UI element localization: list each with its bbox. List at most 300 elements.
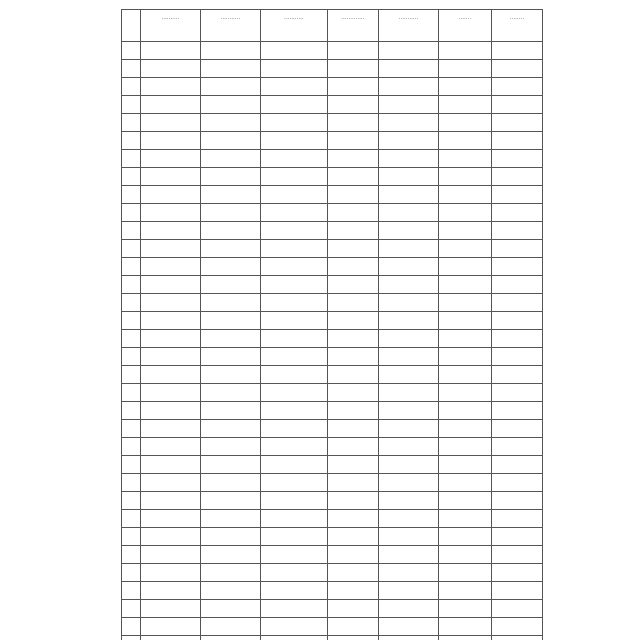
table-cell xyxy=(379,564,439,582)
table-cell xyxy=(201,294,261,312)
table-cell xyxy=(201,258,261,276)
table-cell xyxy=(141,528,201,546)
row-index-cell xyxy=(122,564,141,582)
table-cell xyxy=(439,420,492,438)
table-cell xyxy=(379,60,439,78)
table-cell xyxy=(439,546,492,564)
table-cell xyxy=(328,168,379,186)
table-cell xyxy=(379,114,439,132)
header-label: ............. xyxy=(341,15,364,21)
row-index-cell xyxy=(122,636,141,640)
table-cell xyxy=(439,204,492,222)
table-cell xyxy=(492,96,543,114)
table-cell xyxy=(379,132,439,150)
table-cell xyxy=(261,330,328,348)
table-cell xyxy=(492,258,543,276)
table-row xyxy=(122,330,543,348)
header-cell xyxy=(141,10,201,42)
table-cell xyxy=(141,420,201,438)
row-index-cell xyxy=(122,384,141,402)
table-row xyxy=(122,258,543,276)
table-cell xyxy=(328,204,379,222)
table-cell xyxy=(261,636,328,640)
table-cell xyxy=(328,132,379,150)
table-row xyxy=(122,456,543,474)
table-cell xyxy=(492,546,543,564)
row-index-cell xyxy=(122,96,141,114)
table-cell xyxy=(261,186,328,204)
table-cell xyxy=(261,150,328,168)
table-cell xyxy=(328,330,379,348)
header-cell xyxy=(328,10,379,42)
table-cell xyxy=(379,204,439,222)
table-cell xyxy=(141,366,201,384)
table-cell xyxy=(439,168,492,186)
table-cell xyxy=(439,330,492,348)
table-cell xyxy=(379,456,439,474)
table-cell xyxy=(492,582,543,600)
table-cell xyxy=(439,114,492,132)
table-cell xyxy=(439,618,492,636)
table-cell xyxy=(261,168,328,186)
table-cell xyxy=(492,186,543,204)
table-cell xyxy=(261,204,328,222)
table-cell xyxy=(201,276,261,294)
table-cell xyxy=(328,114,379,132)
table-cell xyxy=(439,348,492,366)
header-label: ........... xyxy=(399,15,419,21)
table-cell xyxy=(439,510,492,528)
table-cell xyxy=(261,546,328,564)
table-cell xyxy=(492,330,543,348)
table-cell xyxy=(439,78,492,96)
row-index-cell xyxy=(122,348,141,366)
table-cell xyxy=(492,60,543,78)
table-row xyxy=(122,384,543,402)
row-index-cell xyxy=(122,132,141,150)
table-cell xyxy=(141,474,201,492)
table-cell xyxy=(201,366,261,384)
table-cell xyxy=(141,636,201,640)
table-cell xyxy=(328,312,379,330)
header-cell xyxy=(492,10,543,42)
table-cell xyxy=(439,528,492,546)
table-cell xyxy=(439,42,492,60)
table-cell xyxy=(492,132,543,150)
table-row xyxy=(122,168,543,186)
table-cell xyxy=(379,600,439,618)
row-index-cell xyxy=(122,456,141,474)
table-cell xyxy=(201,582,261,600)
table-cell xyxy=(492,42,543,60)
table-cell xyxy=(328,420,379,438)
table-cell xyxy=(141,96,201,114)
table-cell xyxy=(379,312,439,330)
table-cell xyxy=(379,186,439,204)
row-index-cell xyxy=(122,330,141,348)
row-index-cell xyxy=(122,60,141,78)
table-cell xyxy=(201,564,261,582)
table-cell xyxy=(492,456,543,474)
table-row xyxy=(122,510,543,528)
row-index-cell xyxy=(122,474,141,492)
row-index-cell xyxy=(122,402,141,420)
table-cell xyxy=(201,600,261,618)
table-cell xyxy=(492,438,543,456)
table-cell xyxy=(379,258,439,276)
table-cell xyxy=(141,60,201,78)
table-cell xyxy=(261,114,328,132)
table-cell xyxy=(328,636,379,640)
table-cell xyxy=(492,168,543,186)
table-row xyxy=(122,42,543,60)
table-cell xyxy=(141,564,201,582)
table-cell xyxy=(141,618,201,636)
table-cell xyxy=(328,60,379,78)
table-cell xyxy=(492,384,543,402)
table-cell xyxy=(261,582,328,600)
table-cell xyxy=(261,60,328,78)
table-cell xyxy=(492,564,543,582)
row-index-cell xyxy=(122,366,141,384)
table-cell xyxy=(492,618,543,636)
table-cell xyxy=(328,186,379,204)
table-row xyxy=(122,294,543,312)
header-label: ........... xyxy=(284,15,304,21)
table-cell xyxy=(141,438,201,456)
table-cell xyxy=(201,438,261,456)
table-cell xyxy=(379,420,439,438)
table-cell xyxy=(379,150,439,168)
table-cell xyxy=(261,258,328,276)
table-cell xyxy=(141,600,201,618)
table-cell xyxy=(439,258,492,276)
table-row xyxy=(122,420,543,438)
table-cell xyxy=(261,312,328,330)
table-cell xyxy=(379,42,439,60)
row-index-cell xyxy=(122,258,141,276)
header-cell xyxy=(122,10,141,42)
row-index-cell xyxy=(122,420,141,438)
table-cell xyxy=(492,204,543,222)
table-cell xyxy=(201,204,261,222)
table-cell xyxy=(328,510,379,528)
row-index-cell xyxy=(122,492,141,510)
table-cell xyxy=(261,276,328,294)
table-cell xyxy=(141,114,201,132)
table-cell xyxy=(141,402,201,420)
header-cell xyxy=(261,10,328,42)
table-cell xyxy=(141,240,201,258)
header-row xyxy=(122,10,543,42)
table-cell xyxy=(201,384,261,402)
table-cell xyxy=(492,78,543,96)
row-index-cell xyxy=(122,150,141,168)
row-index-cell xyxy=(122,276,141,294)
table-cell xyxy=(492,420,543,438)
table-cell xyxy=(328,600,379,618)
table-cell xyxy=(379,546,439,564)
table-cell xyxy=(492,474,543,492)
table-cell xyxy=(379,78,439,96)
table-row xyxy=(122,600,543,618)
table-cell xyxy=(492,114,543,132)
row-index-cell xyxy=(122,600,141,618)
header-cell xyxy=(201,10,261,42)
header-label: ........... xyxy=(221,15,241,21)
table-cell xyxy=(261,474,328,492)
row-index-cell xyxy=(122,438,141,456)
table-cell xyxy=(439,600,492,618)
table-cell xyxy=(492,510,543,528)
row-index-cell xyxy=(122,582,141,600)
table-cell xyxy=(261,42,328,60)
table-cell xyxy=(261,438,328,456)
header-label: ........ xyxy=(510,15,524,21)
table-cell xyxy=(261,402,328,420)
table-cell xyxy=(379,492,439,510)
table-row xyxy=(122,438,543,456)
table-cell xyxy=(141,42,201,60)
table-cell xyxy=(439,150,492,168)
table-cell xyxy=(261,384,328,402)
table-cell xyxy=(261,294,328,312)
table-cell xyxy=(492,222,543,240)
table-cell xyxy=(201,222,261,240)
table-cell xyxy=(379,438,439,456)
table-cell xyxy=(261,456,328,474)
table-row xyxy=(122,150,543,168)
table-cell xyxy=(328,96,379,114)
table-cell xyxy=(201,636,261,640)
table-cell xyxy=(439,492,492,510)
table-row xyxy=(122,60,543,78)
table-cell xyxy=(328,492,379,510)
table-cell xyxy=(439,96,492,114)
table-cell xyxy=(201,528,261,546)
table-row xyxy=(122,636,543,640)
table-cell xyxy=(492,492,543,510)
table-row xyxy=(122,312,543,330)
header-cell xyxy=(379,10,439,42)
table-cell xyxy=(328,366,379,384)
table-cell xyxy=(328,384,379,402)
table-cell xyxy=(201,312,261,330)
table-row xyxy=(122,546,543,564)
table-cell xyxy=(439,564,492,582)
table-cell xyxy=(261,420,328,438)
table-row xyxy=(122,186,543,204)
table-cell xyxy=(439,276,492,294)
table-cell xyxy=(492,150,543,168)
table-cell xyxy=(379,636,439,640)
table-cell xyxy=(141,204,201,222)
table-cell xyxy=(492,600,543,618)
table-cell xyxy=(141,294,201,312)
table-cell xyxy=(141,348,201,366)
table-cell xyxy=(201,474,261,492)
table-cell xyxy=(328,474,379,492)
table-cell xyxy=(328,294,379,312)
table-cell xyxy=(201,402,261,420)
table-cell xyxy=(201,456,261,474)
row-index-cell xyxy=(122,42,141,60)
table-cell xyxy=(439,240,492,258)
table-cell xyxy=(379,366,439,384)
table-cell xyxy=(201,42,261,60)
header-cell xyxy=(439,10,492,42)
table-row xyxy=(122,492,543,510)
row-index-cell xyxy=(122,114,141,132)
row-index-cell xyxy=(122,168,141,186)
table-cell xyxy=(201,492,261,510)
table-cell xyxy=(328,42,379,60)
table-row xyxy=(122,618,543,636)
row-index-cell xyxy=(122,546,141,564)
table-row xyxy=(122,366,543,384)
table-cell xyxy=(379,222,439,240)
table-cell xyxy=(379,384,439,402)
table-cell xyxy=(439,222,492,240)
table-cell xyxy=(261,510,328,528)
table-cell xyxy=(492,240,543,258)
table-cell xyxy=(328,546,379,564)
table-row xyxy=(122,474,543,492)
table-cell xyxy=(379,510,439,528)
table-cell xyxy=(201,132,261,150)
table-row xyxy=(122,204,543,222)
header-label: .......... xyxy=(162,15,180,21)
table-cell xyxy=(201,348,261,366)
table-cell xyxy=(439,186,492,204)
table-cell xyxy=(201,60,261,78)
table-cell xyxy=(328,240,379,258)
table-cell xyxy=(379,618,439,636)
header-label: ....... xyxy=(459,15,472,21)
table-cell xyxy=(141,186,201,204)
table-cell xyxy=(328,618,379,636)
table-cell xyxy=(201,186,261,204)
table-cell xyxy=(439,636,492,640)
table-cell xyxy=(379,240,439,258)
table-row xyxy=(122,96,543,114)
table-cell xyxy=(439,456,492,474)
table-cell xyxy=(141,132,201,150)
table-cell xyxy=(492,402,543,420)
table-cell xyxy=(261,618,328,636)
table-cell xyxy=(379,402,439,420)
table-cell xyxy=(201,240,261,258)
table-cell xyxy=(141,492,201,510)
table-cell xyxy=(201,168,261,186)
table-cell xyxy=(328,78,379,96)
table-cell xyxy=(439,384,492,402)
table-cell xyxy=(201,96,261,114)
table-cell xyxy=(379,294,439,312)
table-cell xyxy=(201,150,261,168)
table-cell xyxy=(261,78,328,96)
table-row xyxy=(122,222,543,240)
table-cell xyxy=(141,510,201,528)
table-cell xyxy=(141,222,201,240)
table-cell xyxy=(328,402,379,420)
table-cell xyxy=(261,366,328,384)
table-cell xyxy=(261,528,328,546)
table-cell xyxy=(141,168,201,186)
row-index-cell xyxy=(122,186,141,204)
table-cell xyxy=(379,276,439,294)
table-cell xyxy=(328,456,379,474)
table-cell xyxy=(261,222,328,240)
table-cell xyxy=(492,294,543,312)
table-cell xyxy=(141,78,201,96)
table-body xyxy=(122,42,543,640)
row-index-cell xyxy=(122,294,141,312)
table-cell xyxy=(379,168,439,186)
table-cell xyxy=(439,366,492,384)
table-cell xyxy=(141,456,201,474)
table-cell xyxy=(379,96,439,114)
table-cell xyxy=(439,132,492,150)
table-cell xyxy=(439,312,492,330)
table-cell xyxy=(379,528,439,546)
table-cell xyxy=(141,582,201,600)
table-cell xyxy=(492,312,543,330)
table-cell xyxy=(379,582,439,600)
table-cell xyxy=(439,438,492,456)
table-cell xyxy=(439,582,492,600)
table-cell xyxy=(439,474,492,492)
table-cell xyxy=(328,348,379,366)
row-index-cell xyxy=(122,78,141,96)
table-cell xyxy=(141,312,201,330)
row-index-cell xyxy=(122,618,141,636)
table-row xyxy=(122,528,543,546)
table-row xyxy=(122,132,543,150)
table-cell xyxy=(201,510,261,528)
table-cell xyxy=(492,636,543,640)
table-cell xyxy=(201,546,261,564)
table-cell xyxy=(439,294,492,312)
table-cell xyxy=(492,366,543,384)
row-index-cell xyxy=(122,510,141,528)
table-cell xyxy=(261,492,328,510)
table-cell xyxy=(492,528,543,546)
table-cell xyxy=(379,348,439,366)
table-cell xyxy=(328,582,379,600)
table-cell xyxy=(261,96,328,114)
table-row xyxy=(122,240,543,258)
table-cell xyxy=(261,600,328,618)
row-index-cell xyxy=(122,222,141,240)
table-cell xyxy=(379,330,439,348)
table-cell xyxy=(328,222,379,240)
data-table xyxy=(121,9,543,640)
table-cell xyxy=(141,150,201,168)
table-cell xyxy=(328,276,379,294)
table-cell xyxy=(261,564,328,582)
table-row xyxy=(122,114,543,132)
table-cell xyxy=(201,420,261,438)
table-cell xyxy=(492,276,543,294)
table-cell xyxy=(328,150,379,168)
table-cell xyxy=(141,276,201,294)
table-row xyxy=(122,402,543,420)
table-cell xyxy=(201,114,261,132)
table-row xyxy=(122,348,543,366)
table-cell xyxy=(261,240,328,258)
table-cell xyxy=(141,546,201,564)
